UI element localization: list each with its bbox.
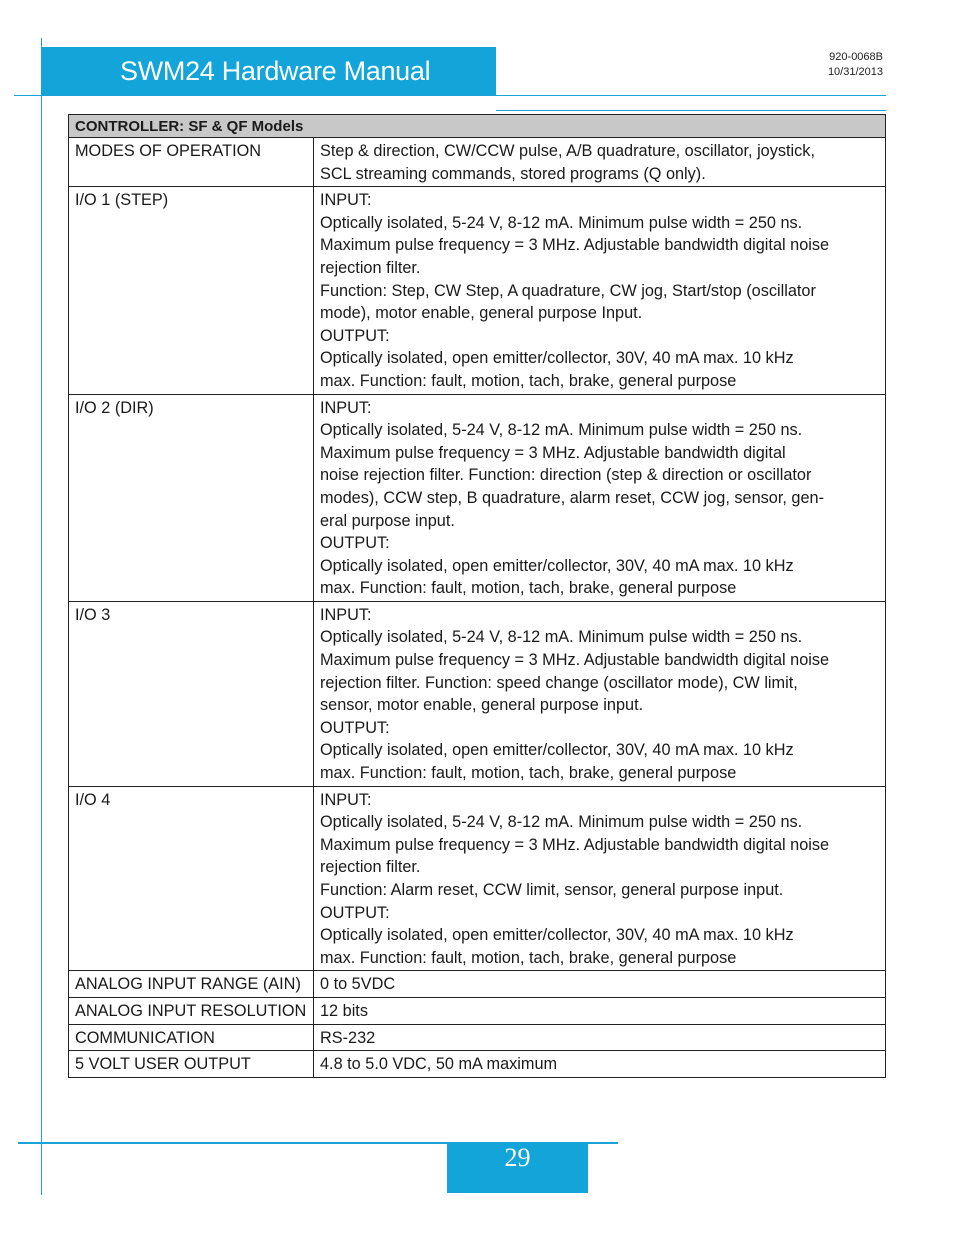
table-row bbox=[69, 187, 886, 394]
value-cell bbox=[314, 1024, 886, 1051]
page-number: 29 bbox=[447, 1143, 588, 1193]
value-line: INPUT: bbox=[320, 191, 372, 210]
value-line: modes), CCW step, B quadrature, alarm reset, CCW jog, sensor, gen- bbox=[320, 488, 825, 507]
table-row bbox=[69, 1024, 886, 1051]
value-line: 0 to 5VDC bbox=[320, 975, 396, 994]
value-line: INPUT: bbox=[320, 790, 372, 809]
value-cell bbox=[314, 786, 886, 971]
value-line: Optically isolated, open emitter/collector, 30V, 40 mA max. 10 kHz bbox=[320, 349, 794, 368]
left-rule bbox=[41, 38, 42, 1195]
value-line: Maximum pulse frequency = 3 MHz. Adjustable bandwidth digital bbox=[320, 443, 786, 462]
value-line: Optically isolated, 5-24 V, 8-12 mA. Minimum pulse width = 250 ns. bbox=[320, 213, 803, 232]
value-cell bbox=[314, 1051, 886, 1078]
value-line: mode), motor enable, general purpose Input. bbox=[320, 304, 643, 323]
value-line: rejection filter. bbox=[320, 258, 421, 277]
value-line: max. Function: fault, motion, tach, brake, general purpose bbox=[320, 579, 737, 598]
value-line: RS-232 bbox=[320, 1028, 376, 1047]
value-line: Function: Alarm reset, CCW limit, sensor, general purpose input. bbox=[320, 881, 784, 899]
value-cell bbox=[314, 394, 886, 601]
value-line: OUTPUT: bbox=[320, 326, 390, 345]
table-row bbox=[69, 394, 886, 601]
value-cell bbox=[314, 971, 886, 998]
value-line: Optically isolated, 5-24 V, 8-12 mA. Minimum pulse width = 250 ns. bbox=[320, 421, 803, 440]
header-rule-secondary bbox=[496, 110, 886, 111]
table-row bbox=[69, 1051, 886, 1078]
value-line: Maximum pulse frequency = 3 MHz. Adjustable bandwidth digital noise bbox=[320, 835, 830, 854]
parameter-cell: MODES OF OPERATION bbox=[69, 138, 314, 187]
value-cell bbox=[314, 138, 886, 187]
value-line: OUTPUT: bbox=[320, 718, 390, 737]
value-line: OUTPUT: bbox=[320, 903, 390, 922]
document-title: SWM24 Hardware Manual bbox=[42, 47, 496, 95]
value-line: Step & direction, CW/CCW pulse, A/B quadrature, oscillator, joystick, bbox=[320, 142, 815, 160]
table-row bbox=[69, 138, 886, 187]
value-line: Optically isolated, 5-24 V, 8-12 mA. Minimum pulse width = 250 ns. bbox=[320, 813, 803, 832]
parameter-cell: I/O 1 (STEP) bbox=[69, 187, 314, 394]
document-meta bbox=[828, 50, 883, 80]
value-line: 4.8 to 5.0 VDC, 50 mA maximum bbox=[320, 1055, 558, 1074]
parameter-cell: COMMUNICATION bbox=[69, 1024, 314, 1051]
value-cell bbox=[314, 997, 886, 1024]
value-line: max. Function: fault, motion, tach, brake, general purpose bbox=[320, 764, 737, 783]
value-line: Optically isolated, 5-24 V, 8-12 mA. Minimum pulse width = 250 ns. bbox=[320, 628, 803, 647]
value-line: 12 bits bbox=[320, 1001, 368, 1020]
table-row bbox=[69, 997, 886, 1024]
table-heading: CONTROLLER: SF & QF Models bbox=[69, 115, 886, 138]
table-row bbox=[69, 601, 886, 786]
parameter-cell: ANALOG INPUT RANGE (AIN) bbox=[69, 971, 314, 998]
value-line: rejection filter. bbox=[320, 858, 421, 877]
value-line: max. Function: fault, motion, tach, brake, general purpose bbox=[320, 948, 737, 967]
value-line: Optically isolated, open emitter/collector, 30V, 40 mA max. 10 kHz bbox=[320, 556, 794, 575]
document-date: 10/31/2013 bbox=[827, 66, 883, 78]
value-line: INPUT: bbox=[320, 605, 372, 624]
value-line: Maximum pulse frequency = 3 MHz. Adjustable bandwidth digital noise bbox=[320, 651, 830, 670]
value-line: Optically isolated, open emitter/collector, 30V, 40 mA max. 10 kHz bbox=[320, 741, 794, 760]
value-line: rejection filter. Function: speed change (oscillator mode), CW limit, bbox=[320, 673, 798, 692]
value-cell bbox=[314, 187, 886, 394]
parameter-cell: ANALOG INPUT RESOLUTION bbox=[69, 997, 314, 1024]
document-number: 920-0068B bbox=[829, 51, 883, 63]
value-line: Maximum pulse frequency = 3 MHz. Adjustable bandwidth digital noise bbox=[320, 236, 830, 255]
value-line: OUTPUT: bbox=[320, 534, 390, 553]
value-line: Function: Step, CW Step, A quadrature, CW jog, Start/stop (oscillator bbox=[320, 281, 816, 300]
parameter-cell: I/O 2 (DIR) bbox=[69, 394, 314, 601]
value-line: sensor, motor enable, general purpose input. bbox=[320, 696, 644, 715]
value-line: eral purpose input. bbox=[320, 511, 455, 530]
controller-spec-table bbox=[68, 114, 886, 1078]
value-line: SCL streaming commands, stored programs (Q only). bbox=[320, 164, 706, 183]
value-cell bbox=[314, 601, 886, 786]
table-heading-row bbox=[69, 115, 886, 138]
table-row bbox=[69, 971, 886, 998]
value-line: INPUT: bbox=[320, 398, 372, 417]
parameter-cell: I/O 3 bbox=[69, 601, 314, 786]
parameter-cell: I/O 4 bbox=[69, 786, 314, 971]
table-row bbox=[69, 786, 886, 971]
header-rule bbox=[14, 95, 886, 96]
value-line: max. Function: fault, motion, tach, brake, general purpose bbox=[320, 371, 737, 390]
parameter-cell: 5 VOLT USER OUTPUT bbox=[69, 1051, 314, 1078]
value-line: Optically isolated, open emitter/collector, 30V, 40 mA max. 10 kHz bbox=[320, 926, 794, 945]
value-line: noise rejection filter. Function: direction (step & direction or oscillator bbox=[320, 466, 812, 485]
